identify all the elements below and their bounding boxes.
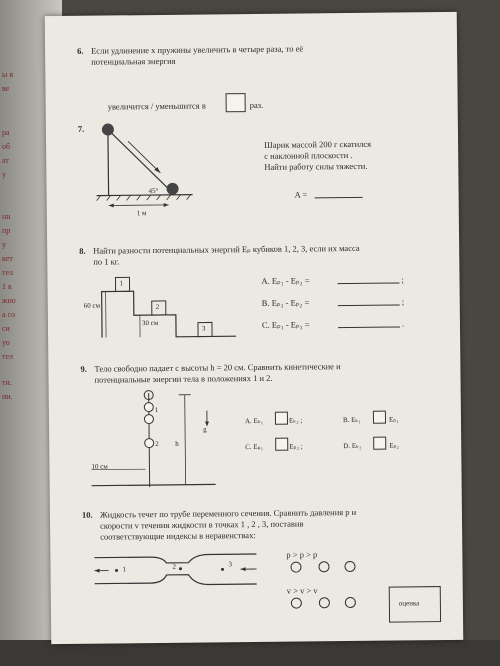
q8-answerB-line[interactable] [338, 304, 400, 306]
q9-optB-right: Eₚ₁ [388, 415, 399, 424]
q7-line1: Шарик массой 200 г скатился [264, 138, 372, 150]
q9-line1: Тело свободно падает с высоты h = 20 см. Сравнить кинетические и [94, 361, 341, 374]
q9-line2: потенциальные энергии тела в положениях 1 и 2. [94, 372, 273, 385]
margin-scrap: ра [2, 128, 10, 137]
q6-suffix: раз. [249, 99, 264, 111]
q7-length: 1 м [136, 209, 147, 218]
q9-h: h [175, 439, 179, 448]
q8-line1: Найти разности потенциальных энергий Eₚ кубиков 1, 2, 3, если их масса [93, 242, 360, 256]
q8-answerA-line[interactable] [338, 282, 400, 284]
q9-optC-right: Eₚ₂ ; [289, 442, 303, 451]
q9-optD-right: Eₚ₂ [389, 441, 399, 450]
q9-optA-box[interactable] [275, 412, 288, 425]
incline-diagram [94, 119, 205, 230]
q6-line2: потенциальная энергия [91, 55, 176, 67]
margin-scrap: 1 к [2, 282, 12, 291]
q10-number: 10. [81, 509, 93, 520]
margin-scrap: жно [2, 296, 16, 305]
worksheet-page: 6. Если удлинение x пружины увеличить в четыре раза, то её потенциальная энергия увеличится / уменьшится в раз. 7. 45° 1 м Шарик массой 200 г скатился с наклонной плоскости . Найти работу силы тяжести. A = 8. Найти разности потенциальных энергий Eₚ кубиков 1, 2, 3, если их масса по 1 кг. 1 2 3 60 см 30 см A. Eₚ₁ - Eₚ₂ = ; B. Eₚ₃ - Eₚ₂ = ; C. Eₚ₁ - Eₚ₃ = . 9. Тело свободно падает с высоты h = 20 см. Сравнить кинетические и потенциальные энергии тела в положениях 1 и 2. 1 2 h g 10 см A. Eₖ₁ Eₖ₂ ; B. Eₖ₁ Eₚ₁ C. Eₚ₁ Eₚ₂ ; D. Eₖ₂ Eₚ₂ 10. Жидкость течет по трубе переменного сечения. Сравнить давления p и скорости v течения жидкости в точках 1 , 2 , 3, поставив соответствующие индексы в неравенствах: 1 2 3 p > p > p v > v > v оценка [45, 12, 464, 644]
q9-optA-left: A. Eₖ₁ [244, 416, 264, 426]
q7-line2: с наклонной плоскости . [264, 149, 353, 161]
margin-scrap: ве [2, 84, 10, 93]
margin-scrap: ат [2, 156, 9, 165]
cube-3-label: 3 [201, 324, 206, 333]
q8-height1: 60 см [83, 301, 101, 310]
cube-2-label: 2 [155, 302, 160, 312]
q10-line3: соответствующие индексы в неравенствах: [100, 529, 256, 542]
margin-scrap: нн [2, 212, 11, 221]
q9-optB-left: B. Eₖ₁ [342, 415, 361, 425]
q9-g: g [203, 425, 207, 434]
q10-velocity-inequality: v > v > v [286, 585, 318, 596]
q9-optC-box[interactable] [275, 438, 288, 451]
margin-scrap: у [2, 240, 6, 249]
q7-answer-line[interactable] [315, 197, 363, 199]
q10-pressure-inequality: p > p > p [286, 549, 318, 560]
margin-scrap: об [2, 142, 11, 151]
q10-line1: Жидкость течет по трубе переменного сечения. Сравнить давления p и [99, 506, 357, 520]
margin-scrap: кет [2, 254, 13, 263]
q6-choice: увеличится / уменьшится в [107, 100, 206, 112]
q9-number: 9. [80, 363, 87, 374]
q10-point3: 3 [228, 560, 233, 569]
margin-scrap: ти. [2, 378, 12, 387]
grade-label: оценка [398, 599, 420, 608]
q10-p-slot1[interactable] [290, 562, 301, 573]
q9-optB-box[interactable] [373, 411, 386, 424]
q8-height2: 30 см [141, 319, 159, 328]
q10-v-slot2[interactable] [319, 597, 330, 608]
q9-optD-left: D. Eₖ₂ [343, 441, 362, 451]
margin-scrap: си [2, 324, 10, 333]
margin-scrap: тел [2, 268, 14, 277]
margin-scrap: ии. [2, 392, 13, 401]
q10-p-slot2[interactable] [318, 561, 329, 572]
q8-eqA: A. Eₚ₁ - Eₚ₂ = [261, 275, 310, 286]
q10-v-slot1[interactable] [291, 598, 302, 609]
free-fall-diagram [89, 386, 220, 497]
q10-v-slot3[interactable] [345, 597, 356, 608]
q9-optC-left: C. Eₚ₁ [245, 442, 264, 452]
q8-line2: по 1 кг. [93, 256, 120, 267]
q6-number: 6. [77, 45, 84, 56]
q8-eqB: B. Eₚ₃ - Eₚ₂ = [261, 297, 310, 308]
q9-optD-box[interactable] [373, 437, 386, 450]
margin-scrap: пр [2, 226, 11, 235]
q9-optA-right: Eₖ₂ ; [288, 416, 303, 425]
margin-scrap: уо [2, 338, 10, 347]
q7-angle: 45° [148, 186, 159, 196]
q10-line2: скорости v течения жидкости в точках 1 , 2 , 3, поставив [100, 518, 304, 531]
q7-number: 7. [77, 123, 85, 134]
q9-pos2: 2 [155, 440, 159, 449]
cube-1-label: 1 [119, 279, 124, 288]
q6-answer-box[interactable] [226, 93, 246, 112]
q9-pos1: 1 [154, 406, 159, 415]
q6-line1: Если удлинение x пружины увеличить в четыре раза, то её [91, 43, 304, 56]
q9-ground: 10 см [91, 462, 108, 471]
q8-eqC: C. Eₚ₁ - Eₚ₃ = [261, 319, 310, 330]
q7-line3: Найти работу силы тяжести. [264, 160, 368, 172]
q7-answer-label: A = [294, 189, 308, 200]
q10-point1: 1 [122, 565, 127, 574]
q8-answerC-line[interactable] [338, 326, 400, 328]
margin-scrap: у [2, 170, 6, 179]
q10-p-slot3[interactable] [344, 561, 355, 572]
q10-point2: 2 [172, 562, 177, 571]
margin-scrap: ы в [2, 70, 14, 79]
margin-scrap: тел [2, 352, 14, 361]
q8-number: 8. [79, 245, 86, 256]
margin-scrap: а со [2, 310, 16, 319]
